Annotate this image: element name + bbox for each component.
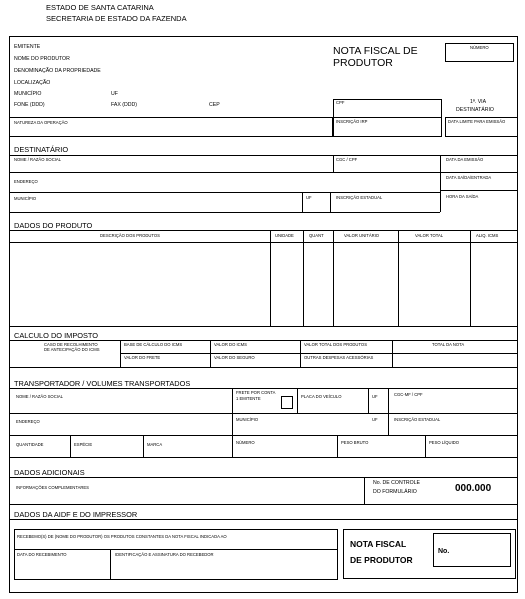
controle-label-2: DO FORMULÁRIO bbox=[373, 489, 417, 495]
cep-label: CEP bbox=[209, 102, 220, 108]
emitente-label: EMITENTE bbox=[14, 44, 41, 50]
dest-cgc-label: CGC / CPF bbox=[336, 157, 358, 162]
canhoto-title-1: NOTA FISCAL bbox=[350, 539, 407, 549]
col-aliq-icms: ALIQ. ICMS bbox=[476, 233, 499, 238]
document-title: NOTA FISCAL DE PRODUTOR bbox=[333, 45, 418, 69]
produto-section-label: DADOS DO PRODUTO bbox=[14, 221, 93, 230]
cpf-label: CPF bbox=[336, 100, 345, 105]
valor-icms-label: VALOR DO ICMS bbox=[214, 342, 247, 347]
destinatario-section-label: DESTINATÁRIO bbox=[14, 145, 69, 154]
dest-uf-label: UF bbox=[306, 195, 312, 200]
produtor-label: NOME DO PRODUTOR bbox=[14, 56, 70, 62]
dest-data-saida-label: DATA SAÍDA/ENTRADA bbox=[446, 175, 492, 180]
transp-municipio-label: MUNICÍPIO bbox=[236, 417, 259, 422]
emitente-uf-label: UF bbox=[111, 91, 118, 97]
frete-label-1: FRETE POR CONTA bbox=[236, 390, 276, 395]
fone-label: FONE (DDD) bbox=[14, 102, 45, 108]
controle-label-1: No. DE CONTROLE bbox=[373, 480, 420, 486]
cpf-box[interactable] bbox=[333, 99, 442, 137]
dest-municipio-label: MUNICÍPIO bbox=[14, 196, 37, 201]
col-valor-total: VALOR TOTAL bbox=[415, 233, 444, 238]
col-quant: QUANT bbox=[309, 233, 324, 238]
secretariat-name: SECRETARIA DE ESTADO DA FAZENDA bbox=[46, 14, 187, 23]
quantidade-label: QUANTIDADE bbox=[16, 442, 44, 447]
col-descricao: DESCRIÇÃO DOS PRODUTOS bbox=[100, 233, 160, 238]
col-valor-unitario: VALOR UNITÁRIO bbox=[344, 233, 380, 238]
frete-checkbox[interactable] bbox=[281, 396, 293, 409]
valor-frete-label: VALOR DO FRETE bbox=[124, 355, 161, 360]
identificacao-label: IDENTIFICAÇÃO E ASSINATURA DO RECEBEDOR bbox=[115, 552, 214, 557]
peso-liquido-label: PESO LÍQUIDO bbox=[429, 440, 460, 445]
peso-bruto-label: PESO BRUTO bbox=[341, 440, 369, 445]
numero-label: NÚMERO bbox=[470, 45, 489, 50]
localizacao-label: LOCALIZAÇÃO bbox=[14, 80, 51, 86]
total-nota-label: TOTAL DA NOTA bbox=[432, 342, 465, 347]
via-destinatario: DESTINATÁRIO bbox=[456, 107, 494, 113]
data-recebimento-label: DATA DO RECEBIMENTO bbox=[17, 552, 67, 557]
transp-cgc-label: CGC-MF / CPF bbox=[394, 392, 423, 397]
imposto-side-label-1: CASO DE RECOLHIMENTO bbox=[44, 342, 98, 347]
transp-numero-label: NÚMERO bbox=[236, 440, 255, 445]
dest-data-emissao-label: DATA DA EMISSÃO bbox=[446, 157, 484, 162]
aidf-section-label: DADOS DA AIDF E DO IMPRESSOR bbox=[14, 510, 138, 519]
especie-label: ESPÉCIE bbox=[74, 442, 93, 447]
transp-inscricao-label: INSCRIÇÃO ESTADUAL bbox=[394, 417, 441, 422]
canhoto-title-2: DE PRODUTOR bbox=[350, 555, 413, 565]
state-name: ESTADO DE SANTA CATARINA bbox=[46, 3, 154, 12]
transp-nome-label: NOME / RAZÃO SOCIAL bbox=[16, 394, 64, 399]
fax-label: FAX (DDD) bbox=[111, 102, 137, 108]
marca-label: MARCA bbox=[147, 442, 163, 447]
propriedade-label: DENOMINAÇÃO DA PROPRIEDADE bbox=[14, 68, 101, 74]
adicionais-section-label: DADOS ADICIONAIS bbox=[14, 468, 85, 477]
transp-uf-label: UF bbox=[372, 394, 378, 399]
recebemos-label: RECEBEMO(S) DE (NOME DO PRODUTOR) OS PRODUTOS CONSTANTES DA NOTA FISCAL INDICADA AO bbox=[17, 534, 227, 539]
frete-label-2: 1 EMITENTE bbox=[236, 396, 261, 401]
transportador-section-label: TRANSPORTADOR / VOLUMES TRANSPORTADOS bbox=[14, 379, 191, 388]
emitente-municipio-label: MUNICÍPIO bbox=[14, 91, 42, 97]
transp-uf2-label: UF bbox=[372, 417, 378, 422]
valor-seguro-label: VALOR DO SEGURO bbox=[214, 355, 255, 360]
canhoto-numero-label: No. bbox=[438, 548, 450, 555]
controle-number: 000.000 bbox=[455, 483, 492, 494]
dest-nome-label: NOME / RAZÃO SOCIAL bbox=[14, 157, 62, 162]
inscricao-irp-label: INSCRIÇÃO IRP bbox=[336, 119, 368, 124]
base-icms-label: BASE DE CÁLCULO DO ICMS bbox=[124, 342, 183, 347]
valor-total-produtos-label: VALOR TOTAL DOS PRODUTOS bbox=[304, 342, 367, 347]
placa-label: PLACA DO VEÍCULO bbox=[301, 394, 342, 399]
dest-hora-saida-label: HORA DA SAÍDA bbox=[446, 194, 479, 199]
dest-inscricao-label: INSCRIÇÃO ESTADUAL bbox=[336, 195, 383, 200]
data-limite-label: DATA LIMITE PARA EMISSÃO bbox=[448, 119, 506, 124]
dest-endereco-label: ENDEREÇO bbox=[14, 179, 38, 184]
via-label: 1ª. VIA bbox=[470, 99, 487, 105]
transp-endereco-label: ENDEREÇO bbox=[16, 419, 40, 424]
natureza-label: NATUREZA DA OPERAÇÃO bbox=[14, 120, 68, 125]
outras-despesas-label: OUTRAS DESPESAS ACESSÓRIAS bbox=[304, 355, 374, 360]
info-complementares-label: INFORMAÇÕES COMPLEMENTARES bbox=[16, 485, 89, 490]
imposto-side-label-2: DE ANTECIPAÇÃO DO ICMS bbox=[44, 347, 100, 352]
imposto-section-label: CALCULO DO IMPOSTO bbox=[14, 331, 99, 340]
col-unidade: UNIDADE bbox=[275, 233, 294, 238]
